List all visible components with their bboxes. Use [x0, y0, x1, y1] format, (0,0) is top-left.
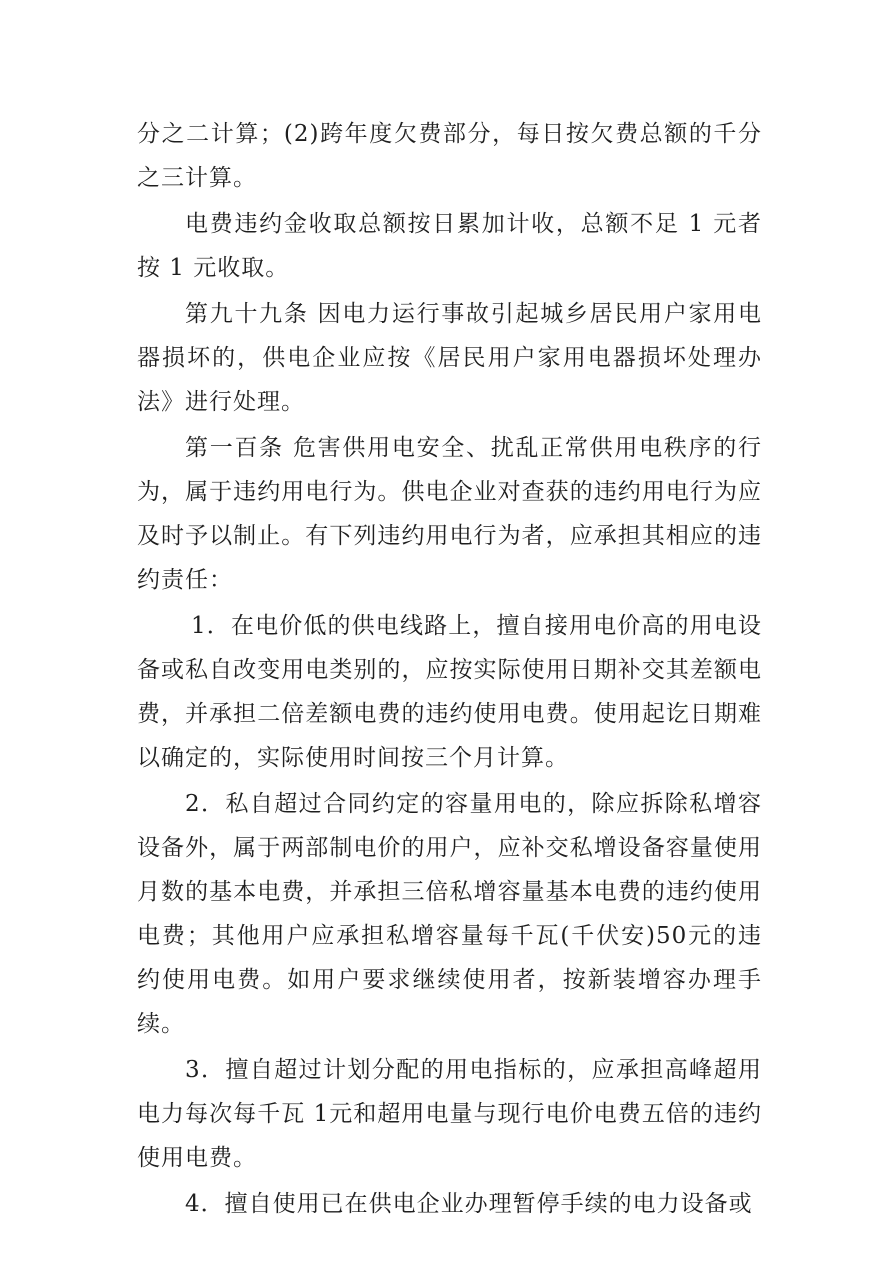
- paragraph-article-99: 第九十九条 因电力运行事故引起城乡居民用户家用电器损坏的，供电企业应按《居民用户家用电器损坏处理办法》进行处理。: [137, 301, 762, 415]
- paragraph-continuation: 分之二计算；(2)跨年度欠费部分，每日按欠费总额的千分之三计算。: [137, 121, 762, 191]
- list-item-2: 2．私自超过合同约定的容量用电的，除应拆除私增容设备外，属于两部制电价的用户，应补交私增设备容量使用月数的基本电费，并承担三倍私增容量基本电费的违约使用电费；其他用户应承担私增容量每千瓦(千伏安)50元的违约使用电费。如用户要求继续使用者，按新装增容办理手续。: [137, 791, 762, 1037]
- paragraph-article-100: 第一百条 危害供用电安全、扰乱正常供用电秩序的行为，属于违约用电行为。供电企业对查获的违约用电行为应及时予以制止。有下列违约用电行为者，应承担其相应的违约责任：: [137, 435, 762, 593]
- list-item-4: 4．擅自使用已在供电企业办理暂停手续的电力设备或: [185, 1191, 753, 1217]
- list-item-3: 3．擅自超过计划分配的用电指标的，应承担高峰超用电力每次每千瓦 1元和超用电量与现行电价电费五倍的违约使用电费。: [137, 1057, 762, 1171]
- list-item-1: 1．在电价低的供电线路上，擅自接用电价高的用电设备或私自改变用电类别的，应按实际使用日期补交其差额电费，并承担二倍差额电费的违约使用电费。使用起讫日期难以确定的，实际使用时间按三个月计算。: [137, 613, 762, 771]
- paragraph-penalty-total: 电费违约金收取总额按日累加计收，总额不足 1 元者按 1 元收取。: [137, 211, 762, 281]
